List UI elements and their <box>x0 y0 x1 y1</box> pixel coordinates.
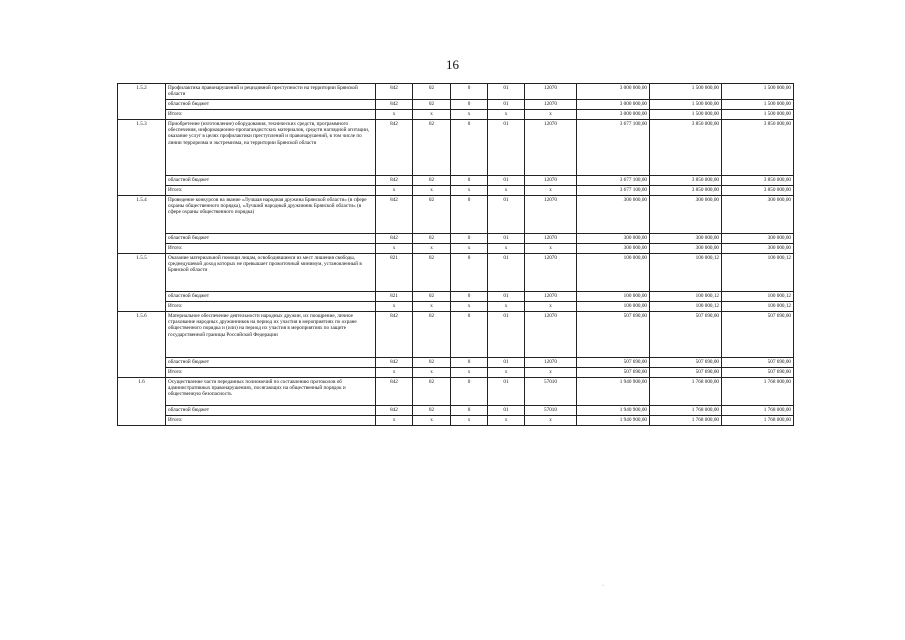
budget-code: х <box>525 110 577 120</box>
budget-code: х <box>525 186 577 196</box>
amount-year-2: 3 850 000,00 <box>650 176 722 186</box>
budget-code: 02 <box>413 84 451 100</box>
amount-year-3: 300 000,00 <box>722 196 794 234</box>
budget-code: 02 <box>413 406 451 416</box>
budget-code: х <box>413 302 451 312</box>
amount-year-2: 300 000,00 <box>650 234 722 244</box>
amount-year-3: 507 690,00 <box>722 358 794 368</box>
budget-code: х <box>488 302 525 312</box>
row-index: 1.5.3 <box>118 120 166 196</box>
amount-year-1: 300 000,00 <box>577 234 650 244</box>
budget-code: 0 <box>451 84 488 100</box>
budget-code: х <box>525 368 577 378</box>
amount-year-2: 1 768 000,00 <box>650 416 722 426</box>
row-label: Оказание материальной помощи лицам, освободившимся из мест лишения свободы, среднедушевой доход которых не превышает прожиточный минимум, установленный в Брянской области <box>166 254 376 292</box>
amount-year-2: 1 768 000,00 <box>650 378 722 406</box>
row-label: Итого: <box>166 302 376 312</box>
amount-year-2: 1 500 000,00 <box>650 100 722 110</box>
table-row-budget <box>118 100 794 110</box>
amount-year-3: 507 690,00 <box>722 368 794 378</box>
amount-year-3: 1 500 000,00 <box>722 110 794 120</box>
budget-code: 02 <box>413 120 451 176</box>
amount-year-3: 3 850 000,00 <box>722 186 794 196</box>
budget-code: х <box>525 416 577 426</box>
budget-code: 842 <box>376 176 413 186</box>
amount-year-2: 1 500 000,00 <box>650 110 722 120</box>
budget-code: 0 <box>451 378 488 406</box>
budget-code: 842 <box>376 378 413 406</box>
budget-code: 0 <box>451 196 488 234</box>
amount-year-1: 300 000,00 <box>577 196 650 234</box>
row-label: областной бюджет <box>166 358 376 368</box>
amount-year-1: 100 000,00 <box>577 302 650 312</box>
budget-code: 02 <box>413 100 451 110</box>
budget-code: 0 <box>451 100 488 110</box>
amount-year-2: 3 850 000,00 <box>650 120 722 176</box>
amount-year-2: 300 000,00 <box>650 244 722 254</box>
amount-year-3: 100 000,12 <box>722 254 794 292</box>
budget-code: 0 <box>451 234 488 244</box>
row-index: 1.5.2 <box>118 84 166 120</box>
row-index: 1.5.5 <box>118 254 166 312</box>
budget-code: х <box>413 244 451 254</box>
budget-code: 01 <box>488 312 525 358</box>
table-row-budget <box>118 292 794 302</box>
amount-year-2: 100 000,12 <box>650 292 722 302</box>
budget-code: х <box>376 244 413 254</box>
budget-code: 57010 <box>525 378 577 406</box>
budget-code: 12070 <box>525 312 577 358</box>
budget-code: 01 <box>488 358 525 368</box>
amount-year-2: 300 000,00 <box>650 196 722 234</box>
budget-code: 0 <box>451 358 488 368</box>
amount-year-2: 507 690,00 <box>650 368 722 378</box>
row-index: 1.5.4 <box>118 196 166 254</box>
scan-speck: · <box>602 583 604 589</box>
table-row-total <box>118 368 794 378</box>
budget-code: 842 <box>376 84 413 100</box>
budget-code: х <box>451 110 488 120</box>
budget-code: 02 <box>413 176 451 186</box>
row-label: областной бюджет <box>166 406 376 416</box>
row-index: 1.5.6 <box>118 312 166 378</box>
budget-code: х <box>413 110 451 120</box>
budget-code: х <box>376 368 413 378</box>
table-row-main <box>118 84 794 100</box>
budget-code: 821 <box>376 254 413 292</box>
amount-year-3: 1 768 000,00 <box>722 406 794 416</box>
budget-code: 0 <box>451 120 488 176</box>
budget-code: 02 <box>413 378 451 406</box>
amount-year-1: 1 940 900,00 <box>577 378 650 406</box>
budget-code: 842 <box>376 120 413 176</box>
amount-year-1: 3 677 100,00 <box>577 176 650 186</box>
amount-year-1: 3 000 000,00 <box>577 84 650 100</box>
budget-code: х <box>413 416 451 426</box>
budget-code: 02 <box>413 292 451 302</box>
budget-code: 01 <box>488 378 525 406</box>
budget-code: 12070 <box>525 358 577 368</box>
budget-code: 01 <box>488 84 525 100</box>
amount-year-1: 300 000,00 <box>577 244 650 254</box>
budget-code: х <box>451 368 488 378</box>
amount-year-2: 507 690,00 <box>650 358 722 368</box>
table-row-budget <box>118 358 794 368</box>
budget-code: 01 <box>488 234 525 244</box>
amount-year-3: 100 000,12 <box>722 292 794 302</box>
row-index: 1.6 <box>118 378 166 426</box>
budget-code: х <box>451 186 488 196</box>
budget-code: 0 <box>451 406 488 416</box>
table-row-main <box>118 312 794 358</box>
row-label: Итого: <box>166 368 376 378</box>
amount-year-1: 100 000,00 <box>577 292 650 302</box>
budget-code: х <box>451 416 488 426</box>
table-row-total <box>118 244 794 254</box>
amount-year-3: 1 500 000,00 <box>722 100 794 110</box>
table-row-total <box>118 186 794 196</box>
amount-year-1: 100 000,00 <box>577 254 650 292</box>
budget-code: 842 <box>376 196 413 234</box>
row-label: областной бюджет <box>166 292 376 302</box>
amount-year-1: 507 690,00 <box>577 312 650 358</box>
amount-year-1: 507 690,00 <box>577 368 650 378</box>
budget-code: 01 <box>488 406 525 416</box>
budget-code: 02 <box>413 312 451 358</box>
table-row-main <box>118 196 794 234</box>
budget-code: 01 <box>488 120 525 176</box>
amount-year-2: 1 500 000,00 <box>650 84 722 100</box>
table-row-main <box>118 120 794 176</box>
budget-code: х <box>376 302 413 312</box>
budget-code: 12070 <box>525 292 577 302</box>
amount-year-2: 507 690,00 <box>650 312 722 358</box>
budget-code: х <box>488 244 525 254</box>
row-label: Итого: <box>166 110 376 120</box>
row-label: Итого: <box>166 244 376 254</box>
table-row-total <box>118 416 794 426</box>
budget-code: х <box>488 416 525 426</box>
budget-code: 02 <box>413 196 451 234</box>
row-label: Осуществление части переданных полномочий по составлению протоколов об административных правонарушениях, посягающих на общественный порядок и общественную безопасность <box>166 378 376 406</box>
amount-year-2: 100 000,12 <box>650 254 722 292</box>
budget-code: 821 <box>376 292 413 302</box>
budget-code: 12070 <box>525 254 577 292</box>
budget-code: х <box>376 416 413 426</box>
budget-code: 0 <box>451 176 488 186</box>
amount-year-2: 100 000,12 <box>650 302 722 312</box>
row-label: областной бюджет <box>166 100 376 110</box>
budget-code: 57010 <box>525 406 577 416</box>
budget-code: 02 <box>413 234 451 244</box>
budget-code: х <box>488 110 525 120</box>
budget-code: 12070 <box>525 196 577 234</box>
budget-code: 01 <box>488 100 525 110</box>
page-number: 16 <box>446 57 459 72</box>
budget-code: х <box>413 186 451 196</box>
amount-year-1: 1 940 900,00 <box>577 416 650 426</box>
amount-year-3: 507 690,00 <box>722 312 794 358</box>
row-label: Приобретение (изготовление) оборудования, технических средств, программного обеспечения, информационно-пропагандистских материалов, средств наглядной агитации, оказание услуг в целях профилактики преступлений и правонарушений, в том числе по линии терроризма и экстремизма, на территории Брянской области <box>166 120 376 176</box>
amount-year-3: 3 850 000,00 <box>722 176 794 186</box>
budget-code: 01 <box>488 292 525 302</box>
budget-code: 12070 <box>525 100 577 110</box>
budget-table <box>117 83 794 426</box>
budget-code: 0 <box>451 292 488 302</box>
row-label: Итого: <box>166 416 376 426</box>
budget-code: 842 <box>376 100 413 110</box>
budget-code: х <box>525 302 577 312</box>
amount-year-3: 1 768 000,00 <box>722 378 794 406</box>
budget-code: 12070 <box>525 120 577 176</box>
row-label: Профилактика правонарушений и рецидивной преступности на территории Брянской области <box>166 84 376 100</box>
table-row-budget <box>118 234 794 244</box>
budget-code: х <box>376 186 413 196</box>
amount-year-3: 1 768 000,00 <box>722 416 794 426</box>
amount-year-3: 300 000,00 <box>722 234 794 244</box>
budget-code: 12070 <box>525 176 577 186</box>
budget-code: 01 <box>488 176 525 186</box>
budget-code: 02 <box>413 358 451 368</box>
budget-code: х <box>451 244 488 254</box>
row-label: Итого: <box>166 186 376 196</box>
amount-year-3: 3 850 000,00 <box>722 120 794 176</box>
row-label: Материальное обеспечение деятельности народных дружин, их поощрение, личное страхование народных дружинников на период их участия в мероприятиях по охране общественного порядка и (или) на период их участия в мероприятиях по защите государственной границы Российской Федерации <box>166 312 376 358</box>
budget-code: х <box>413 368 451 378</box>
row-label: областной бюджет <box>166 176 376 186</box>
budget-code: 01 <box>488 254 525 292</box>
budget-code: 842 <box>376 234 413 244</box>
budget-code: х <box>525 244 577 254</box>
amount-year-1: 1 940 900,00 <box>577 406 650 416</box>
amount-year-2: 1 768 000,00 <box>650 406 722 416</box>
table-row-budget <box>118 176 794 186</box>
budget-code: 0 <box>451 312 488 358</box>
budget-code: 12070 <box>525 84 577 100</box>
amount-year-3: 100 000,12 <box>722 302 794 312</box>
row-label: областной бюджет <box>166 234 376 244</box>
budget-code: 02 <box>413 254 451 292</box>
budget-code: 842 <box>376 358 413 368</box>
amount-year-1: 3 677 100,00 <box>577 186 650 196</box>
row-label: Проведение конкурсов на звание «Лучшая народная дружина Брянской области» (в сфере охраны общественного порядка), «Лучший народный дружинник Брянской области» (в сфере охраны общественного порядка) <box>166 196 376 234</box>
table-row-total <box>118 302 794 312</box>
budget-code: 0 <box>451 254 488 292</box>
budget-code: 842 <box>376 312 413 358</box>
budget-code: х <box>488 186 525 196</box>
budget-code: 842 <box>376 406 413 416</box>
budget-code: 12070 <box>525 234 577 244</box>
budget-code: х <box>488 368 525 378</box>
amount-year-3: 300 000,00 <box>722 244 794 254</box>
table-row-main <box>118 378 794 406</box>
budget-code: 01 <box>488 196 525 234</box>
amount-year-1: 3 000 000,00 <box>577 110 650 120</box>
budget-code: х <box>451 302 488 312</box>
table-row-budget <box>118 406 794 416</box>
budget-code: х <box>376 110 413 120</box>
amount-year-3: 1 500 000,00 <box>722 84 794 100</box>
amount-year-1: 3 677 100,00 <box>577 120 650 176</box>
amount-year-2: 3 850 000,00 <box>650 186 722 196</box>
amount-year-1: 507 690,00 <box>577 358 650 368</box>
table-row-total <box>118 110 794 120</box>
amount-year-1: 3 000 000,00 <box>577 100 650 110</box>
table-row-main <box>118 254 794 292</box>
